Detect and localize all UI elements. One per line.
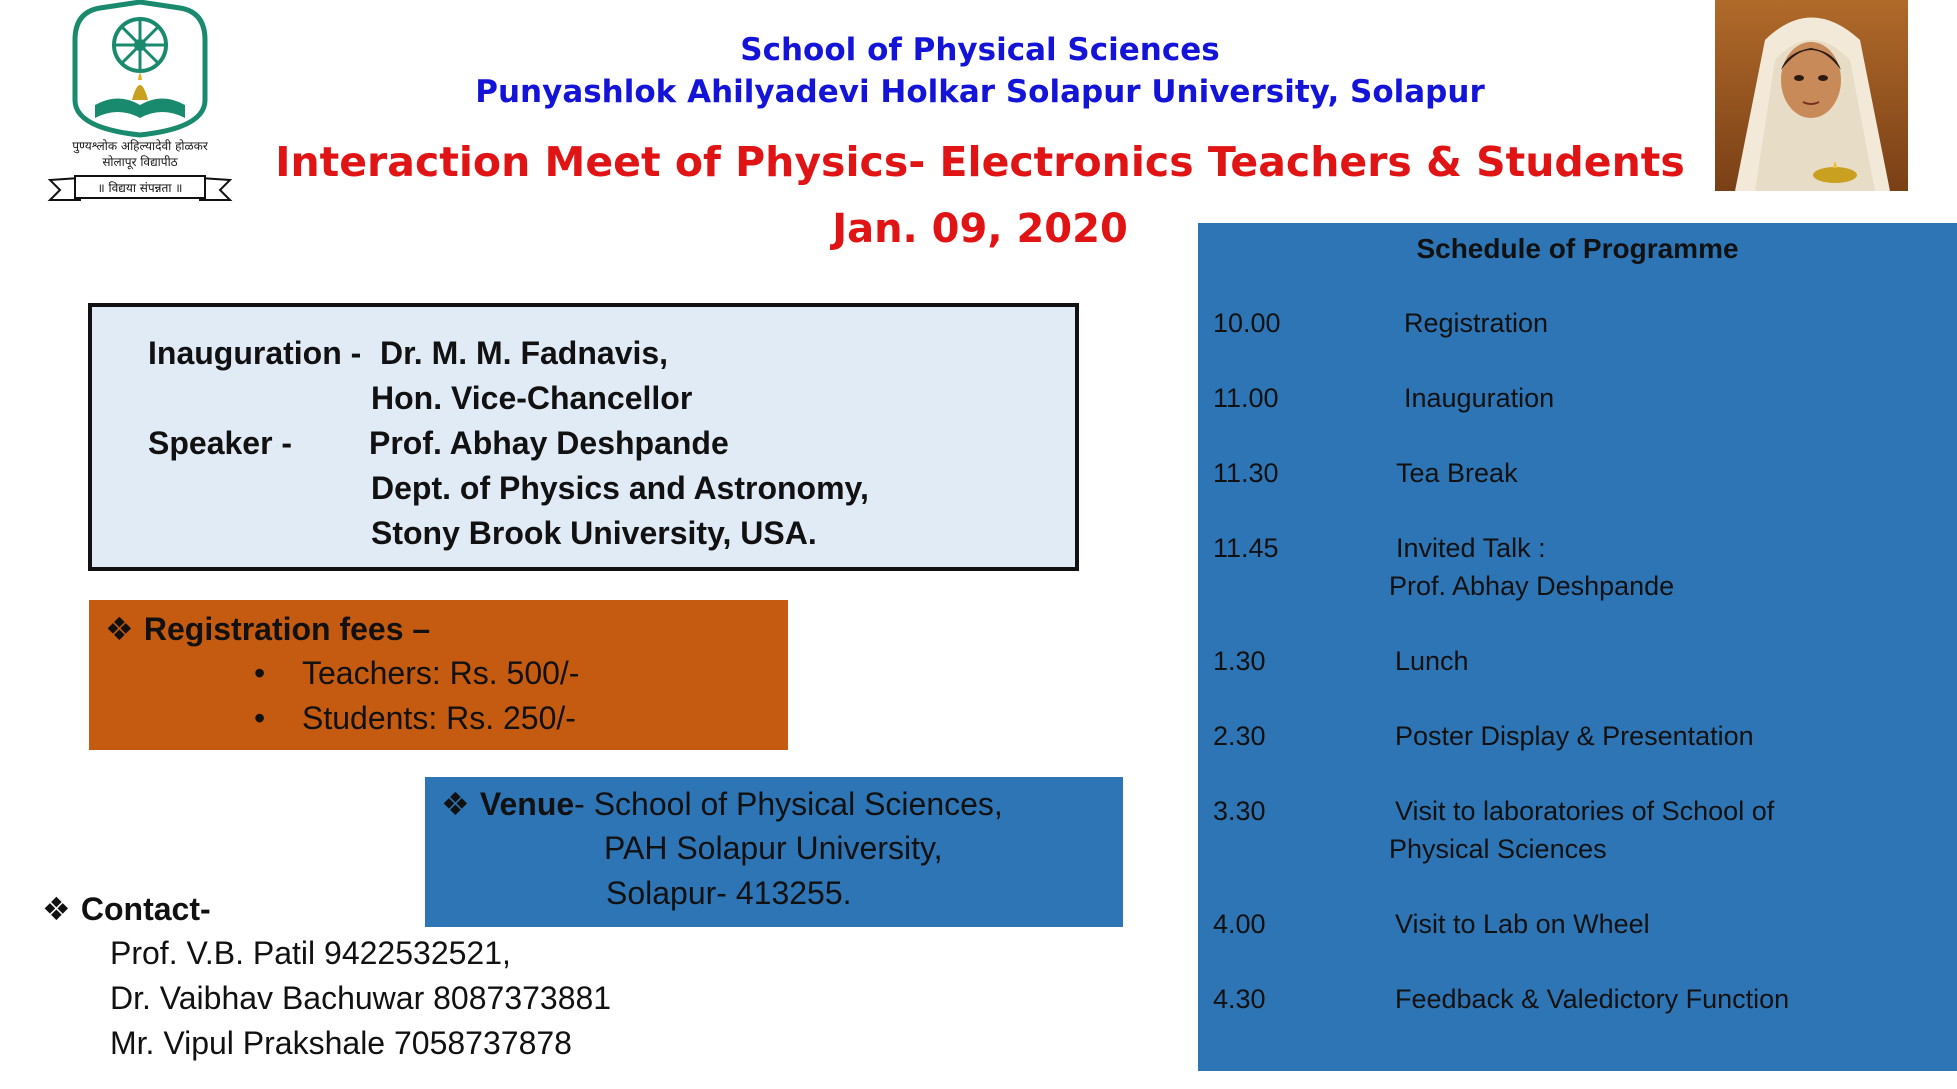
schedule-time: 1.30 — [1213, 646, 1266, 676]
schedule-item: Registration — [1404, 308, 1549, 338]
university-name: Punyashlok Ahilyadevi Holkar Solapur University, Solapur — [475, 74, 1485, 110]
inauguration-title: Hon. Vice-Chancellor — [371, 380, 693, 416]
venue-label: Venue — [479, 786, 575, 822]
inauguration-box — [88, 303, 1079, 571]
speaker-name: Prof. Abhay Deshpande — [369, 425, 729, 461]
speaker-university: Stony Brook University, USA. — [371, 515, 817, 551]
schedule-time: 3.30 — [1213, 796, 1266, 826]
schedule-item-detail: Prof. Abhay Deshpande — [1389, 571, 1675, 601]
registration-box — [89, 600, 788, 750]
diamond-bullet-icon: ❖ — [441, 786, 470, 822]
venue-box — [425, 777, 1123, 927]
schedule-item: Inauguration — [1404, 383, 1555, 413]
contact-person-3: Mr. Vipul Prakshale 7058737878 — [110, 1025, 572, 1061]
list-item — [254, 655, 579, 692]
venue-line3: Solapur- 413255. — [606, 875, 852, 911]
schedule-item: Invited Talk : — [1396, 533, 1546, 563]
bullet-icon: • — [254, 655, 266, 691]
event-date: Jan. 09, 2020 — [832, 206, 1128, 252]
logo-text-line2: सोलापूर विद्यापीठ — [102, 155, 178, 169]
speaker-label: Speaker - — [148, 425, 293, 461]
diamond-bullet-icon: ❖ — [42, 891, 71, 927]
schedule-time: 11.30 — [1213, 458, 1279, 488]
schedule-item: Visit to laboratories of School of — [1395, 796, 1775, 826]
inauguration-name: Dr. M. M. Fadnavis, — [380, 335, 669, 371]
schedule-time: 2.30 — [1213, 721, 1266, 751]
registration-heading-row — [105, 610, 430, 648]
university-logo — [40, 0, 240, 210]
registration-heading: Registration fees – — [143, 611, 431, 647]
schedule-item: Visit to Lab on Wheel — [1395, 909, 1650, 939]
speaker-department: Dept. of Physics and Astronomy, — [371, 470, 869, 506]
list-item — [254, 700, 576, 737]
schedule-time: 11.45 — [1213, 533, 1279, 563]
school-name: School of Physical Sciences — [740, 32, 1220, 68]
diamond-bullet-icon: ❖ — [105, 611, 134, 647]
schedule-item: Tea Break — [1396, 458, 1518, 488]
schedule-time: 4.00 — [1213, 909, 1266, 939]
registration-fee-teachers: Teachers: Rs. 500/- — [302, 655, 580, 691]
schedule-panel — [1198, 223, 1957, 1071]
schedule-time: 10.00 — [1213, 308, 1281, 338]
logo-text-line1: पुण्यश्लोक अहिल्यादेवी होळकर — [72, 139, 208, 153]
registration-fee-students: Students: Rs. 250/- — [302, 700, 576, 736]
venue-line1-row — [441, 785, 1003, 823]
contact-person-1: Prof. V.B. Patil 9422532521, — [110, 935, 511, 971]
inauguration-label: Inauguration - — [148, 335, 362, 371]
bullet-icon: • — [254, 700, 266, 736]
contact-person-2: Dr. Vaibhav Bachuwar 8087373881 — [110, 980, 612, 1016]
contact-heading: Contact- — [80, 891, 211, 927]
schedule-item-detail: Physical Sciences — [1389, 834, 1607, 864]
schedule-title: Schedule of Programme — [1416, 233, 1739, 264]
schedule-time: 11.00 — [1213, 383, 1279, 413]
schedule-item: Lunch — [1395, 646, 1469, 676]
schedule-item: Poster Display & Presentation — [1395, 721, 1754, 751]
venue-line2: PAH Solapur University, — [604, 830, 943, 866]
schedule-time: 4.30 — [1213, 984, 1266, 1014]
venue-line1: - School of Physical Sciences, — [574, 786, 1003, 822]
event-title: Interaction Meet of Physics- Electronics Teachers & Students — [275, 138, 1685, 186]
portrait-image — [1715, 0, 1908, 191]
logo-motto: ॥ विद्यया संपन्नता ॥ — [97, 181, 183, 195]
contact-heading-row — [42, 890, 211, 928]
schedule-item: Feedback & Valedictory Function — [1395, 984, 1790, 1014]
